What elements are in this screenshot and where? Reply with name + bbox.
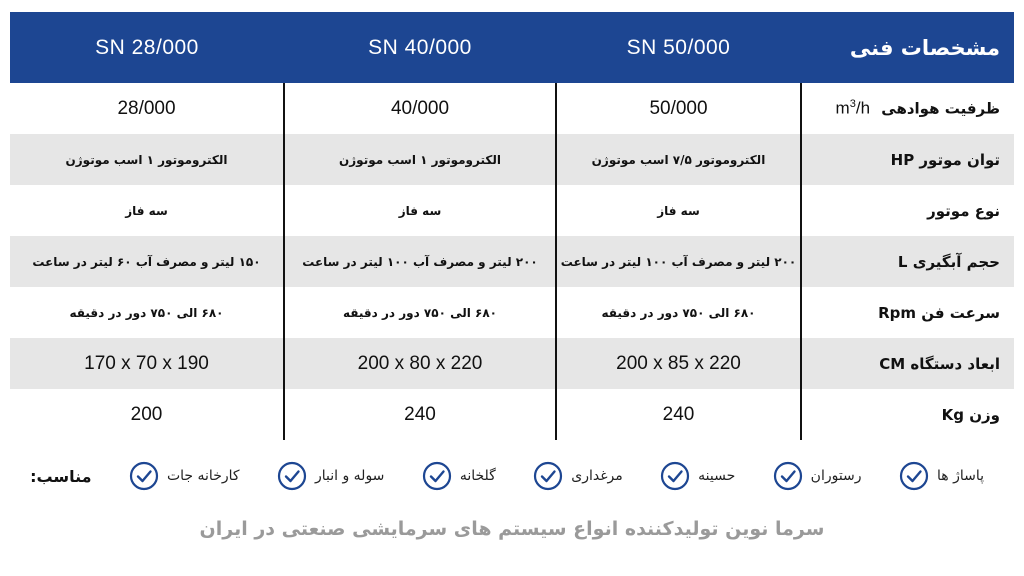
check-circle-icon	[277, 461, 307, 491]
specs-title: مشخصات فنی	[849, 35, 1000, 60]
check-circle-icon	[899, 461, 929, 491]
footer-tagline: سرما نوین تولیدکننده انواع سیستم های سرمایشی صنعتی در ایران	[199, 518, 825, 540]
check-circle-icon	[422, 461, 452, 491]
suitable-item-label: پاساژ ها	[936, 468, 984, 484]
model-sn28: SN 28/000	[95, 35, 199, 59]
cell-capacity-sn40: 40/000	[284, 83, 556, 134]
cell-fan-speed-sn50: ۶۸۰ الی ۷۵۰ دور در دقیقه	[556, 287, 801, 338]
header-row	[10, 12, 1014, 83]
cell-water-sn28: ۱۵۰ لیتر و مصرف آب ۶۰ لیتر در ساعت	[32, 254, 261, 269]
suitable-item-label: رستوران	[810, 468, 862, 484]
table-row	[10, 185, 1014, 236]
table-row	[10, 287, 1014, 338]
check-circle-icon	[129, 461, 159, 491]
capacity-unit	[836, 98, 870, 119]
table-row	[10, 236, 1014, 287]
cell-weight-sn50: 240	[556, 389, 801, 440]
table-row	[10, 134, 1014, 185]
model-sn50: SN 50/000	[626, 35, 731, 59]
cell-power-sn28: الکتروموتور ۱ اسب موتوژن	[65, 152, 228, 167]
suitable-item	[899, 461, 984, 491]
cell-power-sn50: الکتروموتور ۷/۵ اسب موتوژن	[556, 134, 801, 185]
cell-water-sn40: ۲۰۰ لیتر و مصرف آب ۱۰۰ لیتر در ساعت	[284, 236, 556, 287]
cell-dimensions-sn28: 170 x 70 x 190	[84, 352, 209, 374]
row-label-power: توان موتور HP	[801, 134, 1014, 185]
cell-weight-sn40: 240	[284, 389, 556, 440]
check-circle-icon	[773, 461, 803, 491]
cell-capacity-sn50: 50/000	[556, 83, 801, 134]
table-row	[10, 389, 1014, 440]
cell-weight-sn28: 200	[130, 403, 163, 425]
row-label-motor-type: نوع موتور	[801, 185, 1014, 236]
capacity-unit-sup: 3	[849, 98, 856, 111]
table-row	[10, 83, 1014, 134]
capacity-unit-h: /h	[855, 98, 871, 118]
check-circle-icon	[660, 461, 690, 491]
suitable-for-list	[24, 458, 984, 494]
cell-motor-type-sn50: سه فاز	[556, 185, 801, 236]
cell-power-sn40: الکتروموتور ۱ اسب موتوژن	[284, 134, 556, 185]
cell-dimensions-sn40: 200 x 80 x 220	[284, 338, 556, 389]
suitable-item-label: گلخانه	[459, 468, 496, 484]
suitable-item	[773, 461, 862, 491]
cell-motor-type-sn28: سه فاز	[125, 203, 168, 218]
model-sn40: SN 40/000	[368, 35, 472, 59]
suitable-item-label: سوله و انبار	[314, 468, 385, 484]
suitable-item	[129, 461, 240, 491]
suitable-item-label: کارخانه جات	[166, 468, 240, 484]
suitable-item	[422, 461, 496, 491]
cell-motor-type-sn40: سه فاز	[284, 185, 556, 236]
table-row	[10, 338, 1014, 389]
check-circle-icon	[533, 461, 563, 491]
suitable-title: مناسب:	[30, 466, 92, 486]
spec-table	[10, 12, 1014, 440]
row-label-dimensions: ابعاد دستگاه CM	[801, 338, 1014, 389]
row-label-water: حجم آبگیری L	[801, 236, 1014, 287]
cell-fan-speed-sn28: ۶۸۰ الی ۷۵۰ دور در دقیقه	[69, 305, 224, 320]
cell-water-sn50: ۲۰۰ لیتر و مصرف آب ۱۰۰ لیتر در ساعت	[556, 236, 801, 287]
suitable-item	[660, 461, 735, 491]
suitable-item	[277, 461, 384, 491]
suitable-item-label: مرغداری	[571, 468, 623, 484]
suitable-item-label: حسینه	[698, 468, 736, 484]
suitable-item	[533, 461, 623, 491]
capacity-unit-m: m	[835, 98, 850, 118]
row-label-capacity-text: ظرفیت هوادهی	[881, 99, 1000, 118]
cell-capacity-sn28: 28/000	[117, 97, 176, 119]
cell-dimensions-sn50: 200 x 85 x 220	[556, 338, 801, 389]
row-label-fan-speed: سرعت فن Rpm	[801, 287, 1014, 338]
cell-fan-speed-sn40: ۶۸۰ الی ۷۵۰ دور در دقیقه	[284, 287, 556, 338]
row-label-capacity	[801, 83, 1014, 134]
row-label-weight: وزن Kg	[801, 389, 1014, 440]
